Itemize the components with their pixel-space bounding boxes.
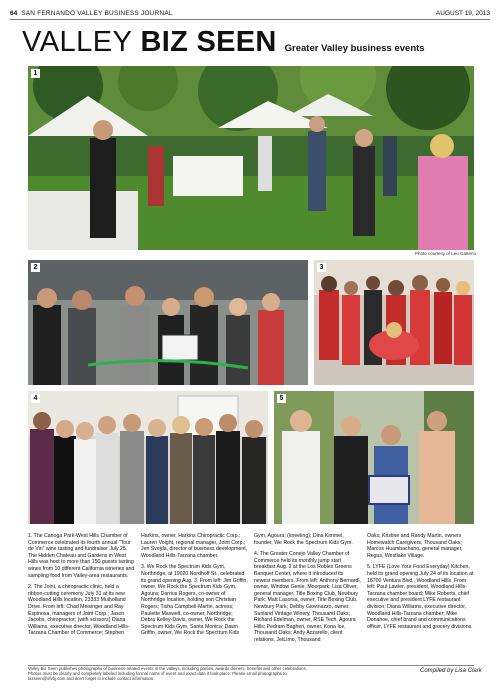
photo-2-image [28, 260, 308, 385]
caption-paragraph: 3. We Rock the Spectrum Kids Gym, Northridge, at 19020 Nordhoff St., celebrated its grand opening Aug. 3. From left: Jim Griffin, owner, We Rock the Spectrum Kids Gym, Agoura; Darrius Rogers, co-owner of Northridge location, holding son Christian Rogers; Tisha Campbell-Martin, actress; Paulette Maxwell, co-owner, Northridge; Debra Kelley-Davis, owner, We Rock the Spectrum Kids Gym, Santa Monica; Dawn Griffin, owner, We Rock the Spectrum Kids [141, 564, 248, 637]
photo-credit: Photo courtesy of Leo Gatterio [414, 251, 476, 256]
photo-1 [28, 66, 474, 250]
caption-columns [28, 533, 474, 665]
caption-paragraph: Gym, Agoura; (kneeling); Dina Kimmel, founder, We Rock the Spectrum Kids Gym. [254, 533, 353, 546]
caption-column-2 [141, 533, 248, 665]
caption-paragraph: 5. LYFE (Love Your Food Everyday) Kitchen, held its grand opening July 24 of its location at 18700 Ventura Blvd., Woodland Hills. From left: Paul Lawler, president, Woodland Hills-Tarzana chamber board; Mike Roberts, chief executive and president LYFE restaurant division; Diana Williams, executive director, Woodland Hills-Tarzana chamber; Mike Donahoe, chief brand and communications officer, LYFE restaurant and grocery divisions. [367, 564, 474, 630]
photo-1-image [28, 66, 474, 250]
photo-5 [274, 391, 474, 524]
title-light: VALLEY [22, 26, 133, 58]
photo-number-3: 3 [317, 263, 326, 272]
photo-4 [28, 391, 268, 524]
caption-paragraph: Oaks; Kristine and Randy Martin, owners Homewatch Caregivers, Thousand Oaks; Marcos Huambachano, general manager, Regus, Westlake Village. [367, 533, 463, 559]
publication-name: SAN FERNANDO VALLEY BUSINESS JOURNAL [21, 9, 173, 17]
compiled-by: Compiled by Lisa Clark [420, 668, 482, 674]
caption-paragraph: 2. The Joint, a chiropractic clinic, held a ribbon-cutting ceremony July 31 at its new Woodland Hills location, 23333 Mulholland Drive. From left: Chad Meisinger and Ray Espinosa, managers of Joint Corp.; Jason Jacobs, chiropractor; (with scissors) Diana Williams, executive director, Woodland Hills-Tarzana Chamber of Commerce; Stephen [28, 584, 130, 637]
title-bold: BIZ SEEN [140, 26, 277, 58]
photo-number-2: 2 [31, 263, 40, 272]
title-subtitle: Greater Valley business events [284, 43, 425, 54]
issue-date: AUGUST 19, 2013 [435, 9, 490, 17]
photo-3-image [314, 260, 474, 385]
caption-column-3 [254, 533, 361, 665]
photo-5-image [274, 391, 474, 524]
page-number: 64 [10, 9, 18, 17]
header-rule [10, 19, 490, 20]
photo-4-image [28, 391, 268, 524]
caption-paragraph: 1. The Canoga Park-West Hills Chamber of Commerce celebrated its fourth annual "Tour de Vin" wine tasting and fundraiser July 25. The Hidden Chateau and Gardens in West Hills was host to more than 150 guests tasting wines from 10 different California wineries and sampling food from Valley-area restaurants. [28, 533, 135, 579]
caption-column-1 [28, 533, 135, 665]
submission-footnote: Valley Biz Seen publishes photographs of business-related events in the valleys, including parties, awards dinners, benefits and other celebrations. Photos must be clearly and completely labeled including formal name of event and exact date it took place. Please email photographs to bizseen@sfvbj.com and don't forget to include contact information. [28, 666, 307, 682]
caption-paragraph: Harkins, owner, Harkins Chiropractic Corp.; Lauren Voight, regional manager, Joint Corp.; Jen Svejda, director of business development, Woodland Hills-Tarzana chamber. [141, 533, 248, 559]
photo-number-1: 1 [31, 69, 40, 78]
photo-number-5: 5 [277, 394, 286, 403]
photo-number-4: 4 [31, 394, 40, 403]
section-title [22, 26, 482, 58]
caption-column-4 [367, 533, 474, 665]
photo-3 [314, 260, 474, 385]
photo-2 [28, 260, 308, 385]
caption-paragraph: 4. The Greater Conejo Valley Chamber of Commerce held its monthly jump start breakfast Aug. 2 at the Los Robles Greens Banquet Center, where it introduced its newest members. From left: Anthony Bernardi, owner, Window Genie, Moorpark; Lisa Oliver, general manager, Title Boxing Club, Newbury Park; Matt Lasorsa, owner, Title Boxing Club, Newbury Park; Debby Giovinazzo, owner, Sunland Vintage Winery, Thousand Oaks; Richard Edelman, owner, RSE Tech, Agoura Hills; Pedram Bagheri, owner, Kona Ice, Thousand Oaks; Andy Azzarello, client relations, JetLimo, Thousand [254, 551, 361, 643]
page-header [10, 8, 490, 18]
